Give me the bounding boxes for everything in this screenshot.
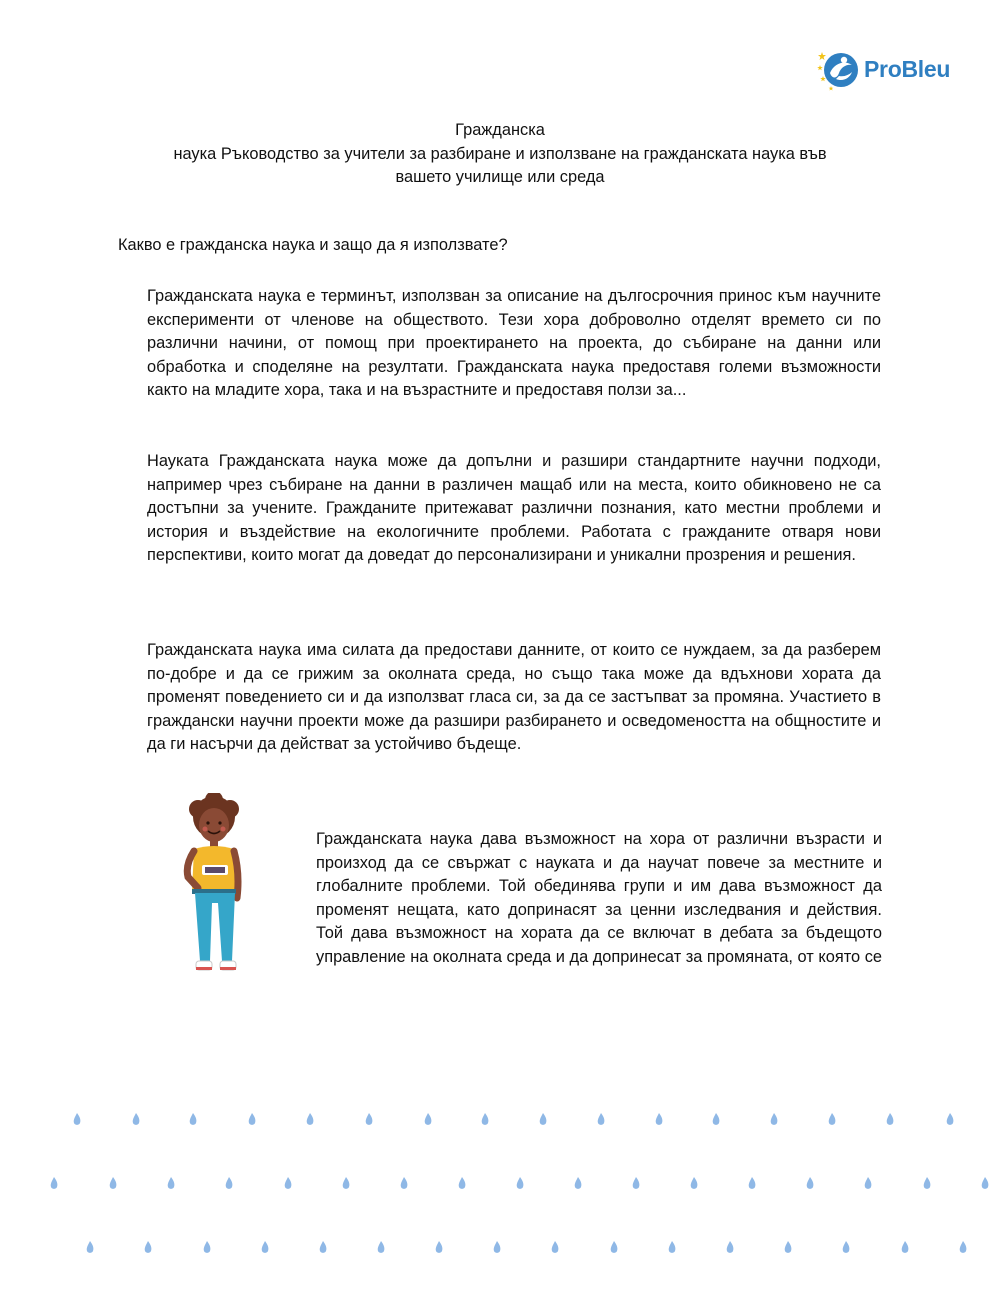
raindrop-pattern (0, 1100, 1000, 1270)
probleu-logo (814, 46, 964, 92)
section-heading: Какво е гражданска наука и защо да я използвате? (118, 236, 508, 254)
raindrop-row-2 (51, 1177, 989, 1189)
paragraph-1: Гражданската наука е терминът, използван за описание на дългосрочния принос към научните експерименти от членове на обществото. Тези хора доброволно отделят времето си по различни начини, от помощ при проектирането на проекта, до събиране на данни или обработка и споделяне на резултати. Гражданската наука предоставя големи възможности както на младите хора, така и на възрастните и предоставя ползи за... (147, 287, 881, 400)
person-illustration (176, 793, 256, 978)
paragraph-4: Гражданската наука дава възможност на хора от различни възрасти и произход да се свържат с науката и да научат повече за местните и глобалните проблеми. Той обединява групи и им дава възможност да променят нещата, като допринасят за ценни изследвания и действия. Той дава възможност на хората да се включат в дебата за бъдещото управление на околната среда и да допринесат за промяната, от която се (316, 830, 883, 966)
title-line-1: Гражданска (455, 121, 545, 139)
paragraph-2: Науката Гражданската наука може да допълни и разшири стандартните научни подходи, например чрез събиране на данни в различен мащаб или на места, които обикновено не са достъпни за учените. Гражданите притежават различни познания, като местни проблеми и история и въздействие на екологичните проблеми. Работата с гражданите отваря нови перспективи, които могат да доведат до персонализирани и уникални прозрения и решения. (147, 452, 881, 565)
probleu-logo-text: ProBleu (864, 55, 951, 82)
probleu-logo-icon (814, 46, 862, 92)
title-line-2: наука Ръководство за учители за разбиране и използване на гражданската наука във (173, 144, 827, 163)
title-line-3: вашето училище или среда (395, 168, 605, 186)
paragraph-3: Гражданската наука има силата да предостави данните, от които се нуждаем, за да разберем по-добре и да се грижим за околната среда, но също така може да вдъхнови хората да променят поведението си и да използват гласа си, за да се застъпват за промяна. Участието в граждански научни проекти може да разшири разбирането и осведомеността на общностите и да ги насърчи да действат за устойчиво бъдеще. (147, 641, 881, 754)
raindrop-row-1 (74, 1113, 954, 1125)
page-title (100, 119, 900, 190)
raindrop-row-3 (87, 1241, 967, 1253)
